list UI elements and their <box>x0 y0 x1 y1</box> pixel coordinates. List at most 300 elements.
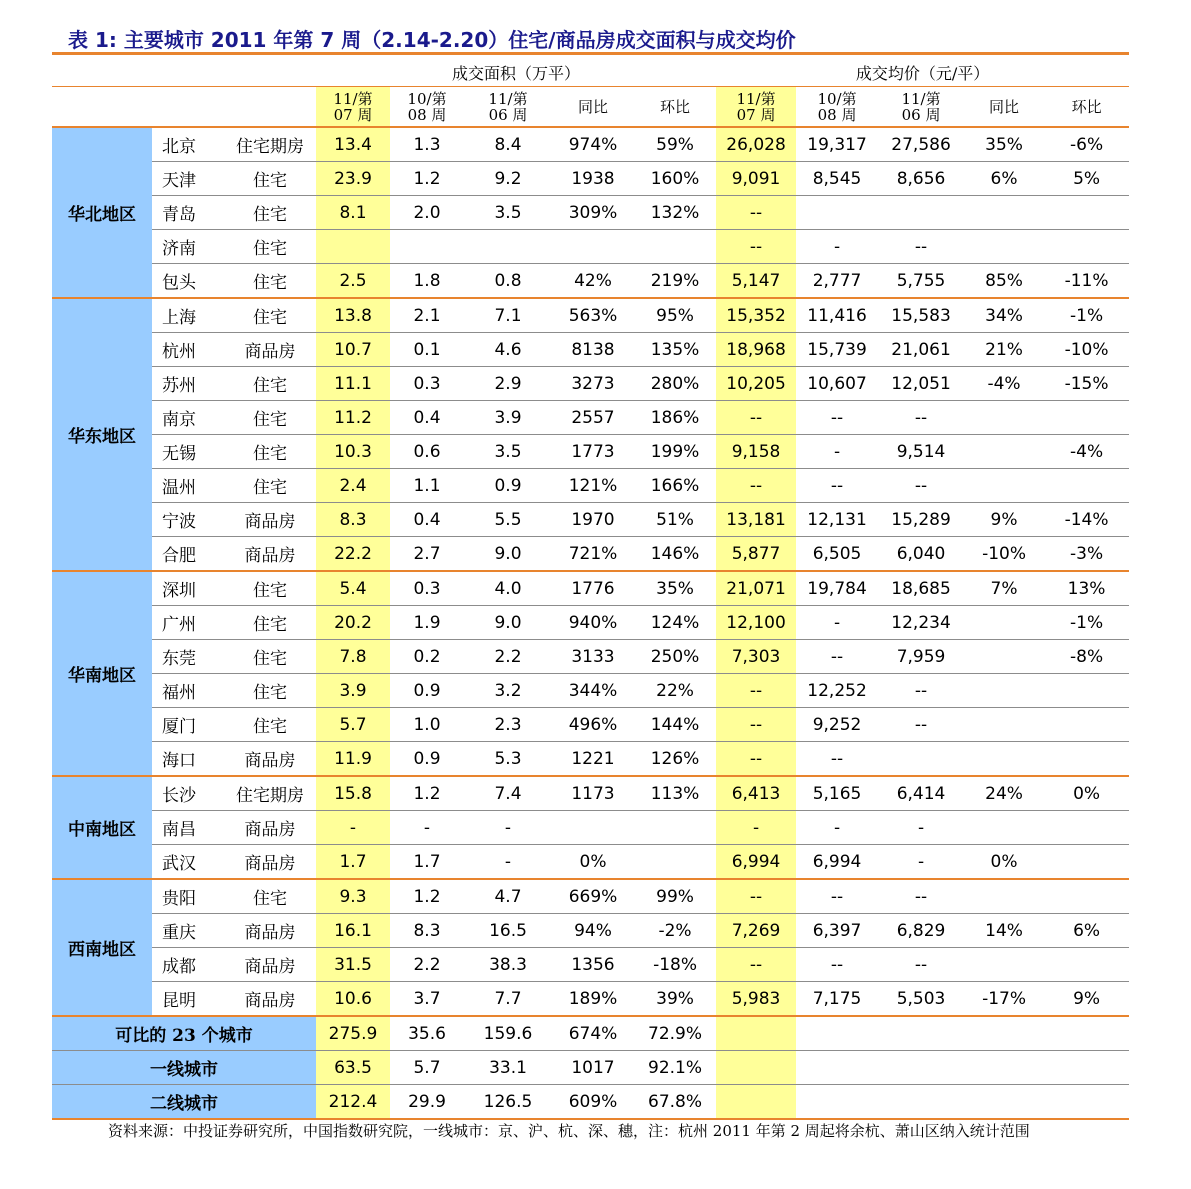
value-cell: 35% <box>634 571 716 606</box>
value-cell: 2.3 <box>464 708 552 742</box>
value-cell: 0.4 <box>390 503 464 537</box>
value-cell: 144% <box>634 708 716 742</box>
property-type: 住宅 <box>224 674 316 708</box>
summary-empty-cell <box>878 1085 964 1120</box>
source-note: 资料来源：中投证券研究所，中国指数研究院，一线城市：京、沪、杭、深、穗，注：杭州 2011 年第 2 周起将余杭、萧山区纳入统计范围 <box>108 1122 1030 1140</box>
value-cell: 5,147 <box>716 264 796 299</box>
table-row <box>52 742 1129 777</box>
value-cell: 0.9 <box>390 742 464 777</box>
summary-price-cell <box>716 1085 796 1120</box>
value-cell: 166% <box>634 469 716 503</box>
value-cell: 12,252 <box>796 674 878 708</box>
value-cell: 219% <box>634 264 716 299</box>
value-cell: 940% <box>552 606 634 640</box>
value-cell: 59% <box>634 127 716 162</box>
value-cell <box>964 948 1044 982</box>
value-cell <box>1044 742 1129 777</box>
value-cell: 6,994 <box>716 845 796 880</box>
value-cell: 189% <box>552 982 634 1017</box>
value-cell: 12,100 <box>716 606 796 640</box>
city-name: 东莞 <box>152 640 224 674</box>
city-name: 杭州 <box>152 333 224 367</box>
city-name: 重庆 <box>152 914 224 948</box>
value-cell: 95% <box>634 298 716 333</box>
value-cell: -- <box>878 708 964 742</box>
table-row <box>52 298 1129 333</box>
table-row <box>52 948 1129 982</box>
value-cell: 35% <box>964 127 1044 162</box>
summary-value: 92.1% <box>634 1051 716 1085</box>
summary-empty-cell <box>964 1051 1044 1085</box>
value-cell: -- <box>796 879 878 914</box>
value-cell: 8.4 <box>464 127 552 162</box>
summary-label: 一线城市 <box>52 1051 316 1085</box>
value-cell <box>964 742 1044 777</box>
value-cell: -- <box>878 469 964 503</box>
value-cell <box>964 879 1044 914</box>
table-row <box>52 879 1129 914</box>
value-cell: -10% <box>1044 333 1129 367</box>
city-name: 福州 <box>152 674 224 708</box>
value-cell: 39% <box>634 982 716 1017</box>
value-cell: 1.2 <box>390 776 464 811</box>
region-label: 西南地区 <box>52 879 152 1016</box>
value-cell <box>552 230 634 264</box>
value-cell <box>390 230 464 264</box>
property-type: 住宅期房 <box>224 776 316 811</box>
city-name: 厦门 <box>152 708 224 742</box>
value-cell <box>1044 230 1129 264</box>
city-name: 合肥 <box>152 537 224 572</box>
property-type: 住宅 <box>224 606 316 640</box>
property-type: 商品房 <box>224 333 316 367</box>
value-cell <box>964 230 1044 264</box>
value-cell: - <box>796 811 878 845</box>
value-cell <box>964 674 1044 708</box>
value-cell <box>964 640 1044 674</box>
value-cell: 7.7 <box>464 982 552 1017</box>
summary-value: 5.7 <box>390 1051 464 1085</box>
value-cell: 10.3 <box>316 435 390 469</box>
value-cell: 26,028 <box>716 127 796 162</box>
area-col-header <box>316 87 390 128</box>
value-cell: 1.3 <box>390 127 464 162</box>
value-cell: -17% <box>964 982 1044 1017</box>
value-cell: 9,158 <box>716 435 796 469</box>
value-cell: -6% <box>1044 127 1129 162</box>
value-cell: 0.9 <box>464 469 552 503</box>
value-cell <box>316 230 390 264</box>
value-cell: 0.9 <box>390 674 464 708</box>
property-type: 商品房 <box>224 914 316 948</box>
value-cell: 0.3 <box>390 571 464 606</box>
value-cell: 124% <box>634 606 716 640</box>
col-header-line: 07 周 <box>736 105 776 124</box>
table-row <box>52 845 1129 880</box>
value-cell: 38.3 <box>464 948 552 982</box>
value-cell <box>964 401 1044 435</box>
value-cell: 11.9 <box>316 742 390 777</box>
city-name: 南京 <box>152 401 224 435</box>
value-cell: 13.4 <box>316 127 390 162</box>
value-cell <box>634 230 716 264</box>
value-cell: 0.1 <box>390 333 464 367</box>
value-cell: 7,175 <box>796 982 878 1017</box>
value-cell: 3.7 <box>390 982 464 1017</box>
value-cell: 5.3 <box>464 742 552 777</box>
value-cell: 3133 <box>552 640 634 674</box>
value-cell: 15,583 <box>878 298 964 333</box>
value-cell: 9,514 <box>878 435 964 469</box>
value-cell: 7,959 <box>878 640 964 674</box>
summary-empty-cell <box>878 1016 964 1051</box>
value-cell: 94% <box>552 914 634 948</box>
value-cell: 2.9 <box>464 367 552 401</box>
value-cell: 1221 <box>552 742 634 777</box>
value-cell: 6% <box>1044 914 1129 948</box>
city-name: 武汉 <box>152 845 224 880</box>
summary-row <box>52 1016 1129 1051</box>
value-cell: 13.8 <box>316 298 390 333</box>
value-cell: - <box>464 811 552 845</box>
city-name: 包头 <box>152 264 224 299</box>
summary-row <box>52 1051 1129 1085</box>
value-cell: 309% <box>552 196 634 230</box>
value-cell: 8.3 <box>316 503 390 537</box>
value-cell <box>964 435 1044 469</box>
price-group-header: 成交均价（元/平） <box>855 63 990 83</box>
value-cell: -- <box>796 640 878 674</box>
value-cell: 0.6 <box>390 435 464 469</box>
value-cell <box>1044 879 1129 914</box>
value-cell <box>552 811 634 845</box>
col-header-line: 07 周 <box>333 105 373 124</box>
value-cell: 3.9 <box>316 674 390 708</box>
value-cell: 16.5 <box>464 914 552 948</box>
value-cell: 15,289 <box>878 503 964 537</box>
value-cell: -- <box>796 401 878 435</box>
value-cell: 13,181 <box>716 503 796 537</box>
value-cell: 186% <box>634 401 716 435</box>
city-name: 贵阳 <box>152 879 224 914</box>
summary-value: 609% <box>552 1085 634 1120</box>
value-cell: 31.5 <box>316 948 390 982</box>
value-cell: 132% <box>634 196 716 230</box>
value-cell: 5,877 <box>716 537 796 572</box>
col-header-line: 06 周 <box>901 105 941 124</box>
value-cell: 563% <box>552 298 634 333</box>
value-cell: -- <box>716 708 796 742</box>
value-cell: 99% <box>634 879 716 914</box>
value-cell: -- <box>716 196 796 230</box>
table-row <box>52 982 1129 1017</box>
value-cell: 19,317 <box>796 127 878 162</box>
value-cell <box>878 742 964 777</box>
value-cell: 0.3 <box>390 367 464 401</box>
summary-value: 67.8% <box>634 1085 716 1120</box>
value-cell: 14% <box>964 914 1044 948</box>
value-cell: 11.1 <box>316 367 390 401</box>
table-title: 表 1: 主要城市 2011 年第 7 周（2.14-2.20）住宅/商品房成交面积与成交均价 <box>68 28 796 52</box>
value-cell: 669% <box>552 879 634 914</box>
value-cell: 1173 <box>552 776 634 811</box>
property-type: 住宅 <box>224 571 316 606</box>
value-cell <box>1044 948 1129 982</box>
city-name: 广州 <box>152 606 224 640</box>
value-cell: -- <box>878 948 964 982</box>
value-cell: 6,040 <box>878 537 964 572</box>
col-header-line: 06 周 <box>488 105 528 124</box>
table-row <box>52 401 1129 435</box>
price-col-header <box>796 87 878 128</box>
value-cell: 1773 <box>552 435 634 469</box>
value-cell: 5.5 <box>464 503 552 537</box>
value-cell <box>1044 674 1129 708</box>
value-cell: 0.8 <box>464 264 552 299</box>
value-cell: 2557 <box>552 401 634 435</box>
value-cell: 7.4 <box>464 776 552 811</box>
value-cell: 7,269 <box>716 914 796 948</box>
value-cell: 18,685 <box>878 571 964 606</box>
table-row <box>52 606 1129 640</box>
value-cell: 0.2 <box>390 640 464 674</box>
summary-empty-cell <box>964 1016 1044 1051</box>
region-label: 中南地区 <box>52 776 152 879</box>
value-cell: -14% <box>1044 503 1129 537</box>
value-cell: 4.0 <box>464 571 552 606</box>
summary-value: 29.9 <box>390 1085 464 1120</box>
value-cell: 16.1 <box>316 914 390 948</box>
value-cell: 126% <box>634 742 716 777</box>
value-cell: -15% <box>1044 367 1129 401</box>
region-label: 华南地区 <box>52 571 152 776</box>
summary-empty-cell <box>796 1085 878 1120</box>
value-cell: 5% <box>1044 162 1129 196</box>
summary-value: 275.9 <box>316 1016 390 1051</box>
property-type: 商品房 <box>224 811 316 845</box>
city-name: 无锡 <box>152 435 224 469</box>
header-row-cols <box>52 87 1129 128</box>
table-row <box>52 640 1129 674</box>
value-cell: -- <box>878 230 964 264</box>
value-cell: 5,755 <box>878 264 964 299</box>
table-row <box>52 333 1129 367</box>
value-cell <box>964 196 1044 230</box>
col-header-line: 11/第 <box>488 89 528 108</box>
value-cell: 160% <box>634 162 716 196</box>
value-cell: -- <box>716 230 796 264</box>
value-cell: 1.2 <box>390 162 464 196</box>
property-type: 住宅 <box>224 879 316 914</box>
value-cell: 1970 <box>552 503 634 537</box>
property-type: 住宅 <box>224 196 316 230</box>
value-cell: 7% <box>964 571 1044 606</box>
value-cell: 10.6 <box>316 982 390 1017</box>
value-cell: 6,505 <box>796 537 878 572</box>
summary-price-cell <box>716 1051 796 1085</box>
value-cell: - <box>716 811 796 845</box>
value-cell: 0% <box>552 845 634 880</box>
value-cell: 199% <box>634 435 716 469</box>
value-cell: -- <box>878 401 964 435</box>
value-cell: 2.0 <box>390 196 464 230</box>
value-cell: 7,303 <box>716 640 796 674</box>
table-row <box>52 776 1129 811</box>
value-cell: -- <box>716 742 796 777</box>
value-cell: 10,607 <box>796 367 878 401</box>
value-cell: 8,545 <box>796 162 878 196</box>
value-cell: -18% <box>634 948 716 982</box>
value-cell: 12,234 <box>878 606 964 640</box>
value-cell: 721% <box>552 537 634 572</box>
value-cell: 19,784 <box>796 571 878 606</box>
value-cell: 3.9 <box>464 401 552 435</box>
property-type: 住宅 <box>224 162 316 196</box>
value-cell: 974% <box>552 127 634 162</box>
value-cell: -- <box>796 948 878 982</box>
summary-row <box>52 1085 1129 1120</box>
value-cell <box>1044 845 1129 880</box>
area-group-header: 成交面积（万平） <box>452 63 581 83</box>
value-cell: 11.2 <box>316 401 390 435</box>
value-cell: 10.7 <box>316 333 390 367</box>
city-name: 海口 <box>152 742 224 777</box>
table-row <box>52 127 1129 162</box>
summary-value: 33.1 <box>464 1051 552 1085</box>
summary-value: 35.6 <box>390 1016 464 1051</box>
value-cell: 9.0 <box>464 606 552 640</box>
value-cell: 4.7 <box>464 879 552 914</box>
value-cell: 12,051 <box>878 367 964 401</box>
summary-value: 63.5 <box>316 1051 390 1085</box>
value-cell: - <box>796 606 878 640</box>
value-cell: 22% <box>634 674 716 708</box>
col-header-line: 11/第 <box>333 89 373 108</box>
value-cell: 5.4 <box>316 571 390 606</box>
value-cell <box>1044 196 1129 230</box>
col-header-line: 10/第 <box>407 89 447 108</box>
value-cell: 15,352 <box>716 298 796 333</box>
value-cell: -2% <box>634 914 716 948</box>
value-cell: 2.5 <box>316 264 390 299</box>
table-row <box>52 162 1129 196</box>
value-cell: -- <box>716 469 796 503</box>
summary-value: 212.4 <box>316 1085 390 1120</box>
area-col-header <box>464 87 552 128</box>
property-type: 住宅 <box>224 708 316 742</box>
summary-empty-cell <box>964 1085 1044 1120</box>
value-cell <box>1044 401 1129 435</box>
value-cell: 1356 <box>552 948 634 982</box>
value-cell: 113% <box>634 776 716 811</box>
value-cell: 2.2 <box>390 948 464 982</box>
summary-value: 674% <box>552 1016 634 1051</box>
value-cell: 42% <box>552 264 634 299</box>
value-cell: -- <box>716 674 796 708</box>
price-col-header: 环比 <box>1044 87 1129 128</box>
col-header-line: 11/第 <box>901 89 941 108</box>
col-header-line: 11/第 <box>736 89 776 108</box>
value-cell: 21,071 <box>716 571 796 606</box>
summary-label: 可比的 23 个城市 <box>52 1016 316 1051</box>
property-type: 住宅 <box>224 640 316 674</box>
value-cell: 2.1 <box>390 298 464 333</box>
city-name: 深圳 <box>152 571 224 606</box>
city-name: 苏州 <box>152 367 224 401</box>
property-type: 住宅 <box>224 469 316 503</box>
property-type: 住宅 <box>224 298 316 333</box>
value-cell: 496% <box>552 708 634 742</box>
property-type: 住宅 <box>224 401 316 435</box>
value-cell: - <box>796 435 878 469</box>
table-row <box>52 230 1129 264</box>
value-cell: 2.7 <box>390 537 464 572</box>
value-cell: 1.1 <box>390 469 464 503</box>
property-type: 住宅 <box>224 367 316 401</box>
value-cell: 250% <box>634 640 716 674</box>
value-cell: 9.2 <box>464 162 552 196</box>
table-row <box>52 469 1129 503</box>
value-cell: -1% <box>1044 298 1129 333</box>
value-cell: 7.1 <box>464 298 552 333</box>
value-cell: 2.2 <box>464 640 552 674</box>
value-cell: -11% <box>1044 264 1129 299</box>
value-cell <box>964 708 1044 742</box>
value-cell: 2.4 <box>316 469 390 503</box>
value-cell: 5,983 <box>716 982 796 1017</box>
value-cell: 9.3 <box>316 879 390 914</box>
value-cell: -1% <box>1044 606 1129 640</box>
table-row <box>52 503 1129 537</box>
property-type: 商品房 <box>224 845 316 880</box>
table-row <box>52 674 1129 708</box>
value-cell: - <box>390 811 464 845</box>
value-cell <box>634 811 716 845</box>
city-name: 温州 <box>152 469 224 503</box>
value-cell: 9% <box>964 503 1044 537</box>
value-cell <box>1044 811 1129 845</box>
value-cell: 6,414 <box>878 776 964 811</box>
value-cell: 3.5 <box>464 196 552 230</box>
value-cell: 7.8 <box>316 640 390 674</box>
value-cell: 6,397 <box>796 914 878 948</box>
value-cell: 8,656 <box>878 162 964 196</box>
area-col-header: 同比 <box>552 87 634 128</box>
value-cell: 1938 <box>552 162 634 196</box>
value-cell <box>878 196 964 230</box>
value-cell: 85% <box>964 264 1044 299</box>
value-cell: 21% <box>964 333 1044 367</box>
city-name: 青岛 <box>152 196 224 230</box>
value-cell: -- <box>716 948 796 982</box>
property-type: 住宅 <box>224 435 316 469</box>
value-cell: 3273 <box>552 367 634 401</box>
city-name: 宁波 <box>152 503 224 537</box>
value-cell: 344% <box>552 674 634 708</box>
value-cell: 6,994 <box>796 845 878 880</box>
city-name: 北京 <box>152 127 224 162</box>
value-cell: - <box>796 230 878 264</box>
value-cell: 9,091 <box>716 162 796 196</box>
value-cell: 1776 <box>552 571 634 606</box>
value-cell: 9,252 <box>796 708 878 742</box>
value-cell: 8138 <box>552 333 634 367</box>
value-cell <box>964 606 1044 640</box>
value-cell: 34% <box>964 298 1044 333</box>
value-cell: -3% <box>1044 537 1129 572</box>
value-cell: 121% <box>552 469 634 503</box>
summary-empty-cell <box>878 1051 964 1085</box>
